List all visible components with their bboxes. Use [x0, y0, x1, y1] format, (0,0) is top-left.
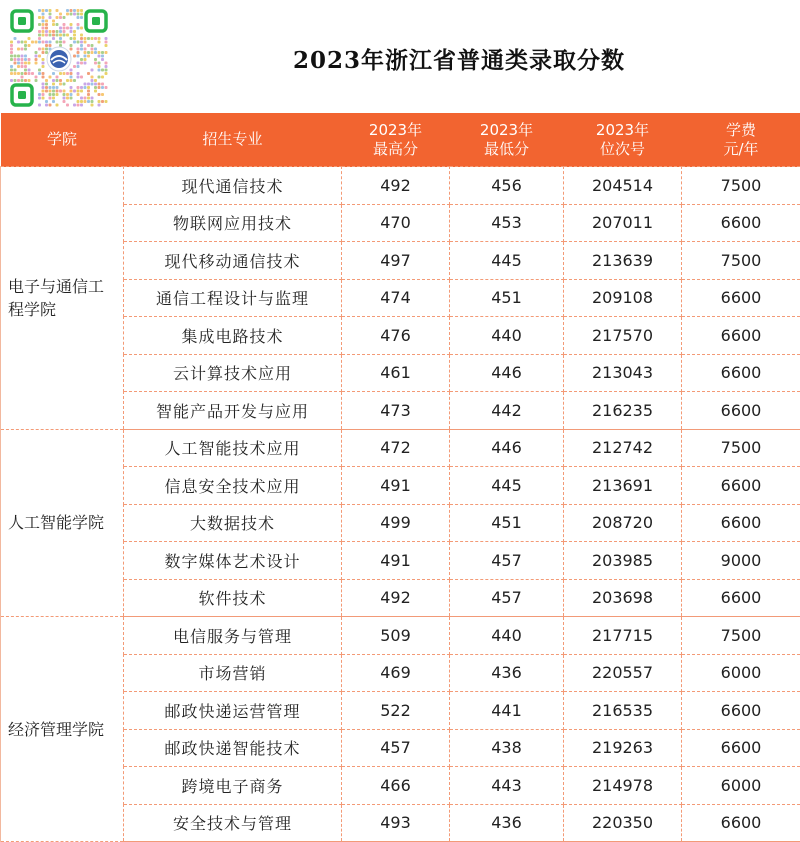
table-header-row: [1, 113, 800, 167]
fee-cell: 9000: [682, 542, 800, 580]
header-min-score: 2023年 最低分: [450, 113, 564, 167]
header-rank: 2023年 位次号: [564, 113, 682, 167]
major-cell: 跨境电子商务: [124, 767, 342, 805]
major-cell: 电信服务与管理: [124, 617, 342, 655]
max-score-cell: 492: [342, 579, 450, 617]
rank-cell: 220557: [564, 654, 682, 692]
rank-cell: 207011: [564, 204, 682, 242]
min-score-cell: 453: [450, 204, 564, 242]
major-cell: 市场营销: [124, 654, 342, 692]
fee-cell: 7500: [682, 429, 800, 467]
fee-cell: 6600: [682, 392, 800, 430]
min-score-cell: 440: [450, 617, 564, 655]
major-cell: 云计算技术应用: [124, 354, 342, 392]
fee-cell: 6600: [682, 317, 800, 355]
header-max-score: 2023年 最高分: [342, 113, 450, 167]
rank-cell: 209108: [564, 279, 682, 317]
min-score-cell: 456: [450, 167, 564, 205]
college-cell: 人工智能学院: [1, 429, 124, 617]
rank-cell: 217570: [564, 317, 682, 355]
major-cell: 软件技术: [124, 579, 342, 617]
fee-cell: 6000: [682, 767, 800, 805]
fee-cell: 6600: [682, 467, 800, 505]
min-score-cell: 451: [450, 279, 564, 317]
max-score-cell: 491: [342, 542, 450, 580]
fee-cell: 7500: [682, 617, 800, 655]
rank-cell: 216235: [564, 392, 682, 430]
rank-cell: 203985: [564, 542, 682, 580]
rank-cell: 213691: [564, 467, 682, 505]
fee-cell: 6600: [682, 729, 800, 767]
min-score-cell: 441: [450, 692, 564, 730]
min-score-cell: 446: [450, 429, 564, 467]
college-cell: 电子与通信工程学院: [1, 167, 124, 430]
rank-cell: 204514: [564, 167, 682, 205]
max-score-cell: 457: [342, 729, 450, 767]
max-score-cell: 470: [342, 204, 450, 242]
min-score-cell: 445: [450, 242, 564, 280]
max-score-cell: 469: [342, 654, 450, 692]
rank-cell: 213043: [564, 354, 682, 392]
major-cell: 物联网应用技术: [124, 204, 342, 242]
min-score-cell: 443: [450, 767, 564, 805]
max-score-cell: 497: [342, 242, 450, 280]
major-cell: 安全技术与管理: [124, 804, 342, 842]
min-score-cell: 442: [450, 392, 564, 430]
fee-cell: 6600: [682, 579, 800, 617]
max-score-cell: 493: [342, 804, 450, 842]
major-cell: 现代移动通信技术: [124, 242, 342, 280]
max-score-cell: 499: [342, 504, 450, 542]
major-cell: 数字媒体艺术设计: [124, 542, 342, 580]
rank-cell: 214978: [564, 767, 682, 805]
major-cell: 通信工程设计与监理: [124, 279, 342, 317]
header-college: 学院: [1, 113, 124, 167]
min-score-cell: 436: [450, 654, 564, 692]
major-cell: 现代通信技术: [124, 167, 342, 205]
min-score-cell: 438: [450, 729, 564, 767]
qr-code-icon: [10, 9, 108, 107]
fee-cell: 6600: [682, 692, 800, 730]
min-score-cell: 445: [450, 467, 564, 505]
fee-cell: 6600: [682, 204, 800, 242]
fee-cell: 6600: [682, 279, 800, 317]
rank-cell: 216535: [564, 692, 682, 730]
major-cell: 大数据技术: [124, 504, 342, 542]
max-score-cell: 492: [342, 167, 450, 205]
min-score-cell: 440: [450, 317, 564, 355]
header-major: 招生专业: [124, 113, 342, 167]
fee-cell: 6600: [682, 504, 800, 542]
rank-cell: 219263: [564, 729, 682, 767]
max-score-cell: 466: [342, 767, 450, 805]
fee-cell: 6600: [682, 804, 800, 842]
rank-cell: 217715: [564, 617, 682, 655]
major-cell: 智能产品开发与应用: [124, 392, 342, 430]
school-logo-icon: [47, 47, 71, 71]
max-score-cell: 476: [342, 317, 450, 355]
major-cell: 邮政快递智能技术: [124, 729, 342, 767]
max-score-cell: 491: [342, 467, 450, 505]
max-score-cell: 509: [342, 617, 450, 655]
fee-cell: 7500: [682, 167, 800, 205]
major-cell: 信息安全技术应用: [124, 467, 342, 505]
college-cell: 经济管理学院: [1, 617, 124, 842]
rank-cell: 208720: [564, 504, 682, 542]
max-score-cell: 461: [342, 354, 450, 392]
fee-cell: 7500: [682, 242, 800, 280]
fee-cell: 6600: [682, 354, 800, 392]
rank-cell: 213639: [564, 242, 682, 280]
header-fee: 学费 元/年: [682, 113, 800, 167]
table-row: [1, 617, 800, 655]
min-score-cell: 457: [450, 542, 564, 580]
rank-cell: 212742: [564, 429, 682, 467]
min-score-cell: 451: [450, 504, 564, 542]
admission-score-table: [0, 113, 800, 842]
page-title: 2023年浙江省普通类录取分数: [118, 42, 800, 75]
max-score-cell: 473: [342, 392, 450, 430]
min-score-cell: 446: [450, 354, 564, 392]
table-row: [1, 429, 800, 467]
max-score-cell: 522: [342, 692, 450, 730]
min-score-cell: 457: [450, 579, 564, 617]
rank-cell: 220350: [564, 804, 682, 842]
table-row: [1, 167, 800, 205]
max-score-cell: 472: [342, 429, 450, 467]
major-cell: 邮政快递运营管理: [124, 692, 342, 730]
max-score-cell: 474: [342, 279, 450, 317]
min-score-cell: 436: [450, 804, 564, 842]
major-cell: 集成电路技术: [124, 317, 342, 355]
major-cell: 人工智能技术应用: [124, 429, 342, 467]
rank-cell: 203698: [564, 579, 682, 617]
fee-cell: 6000: [682, 654, 800, 692]
